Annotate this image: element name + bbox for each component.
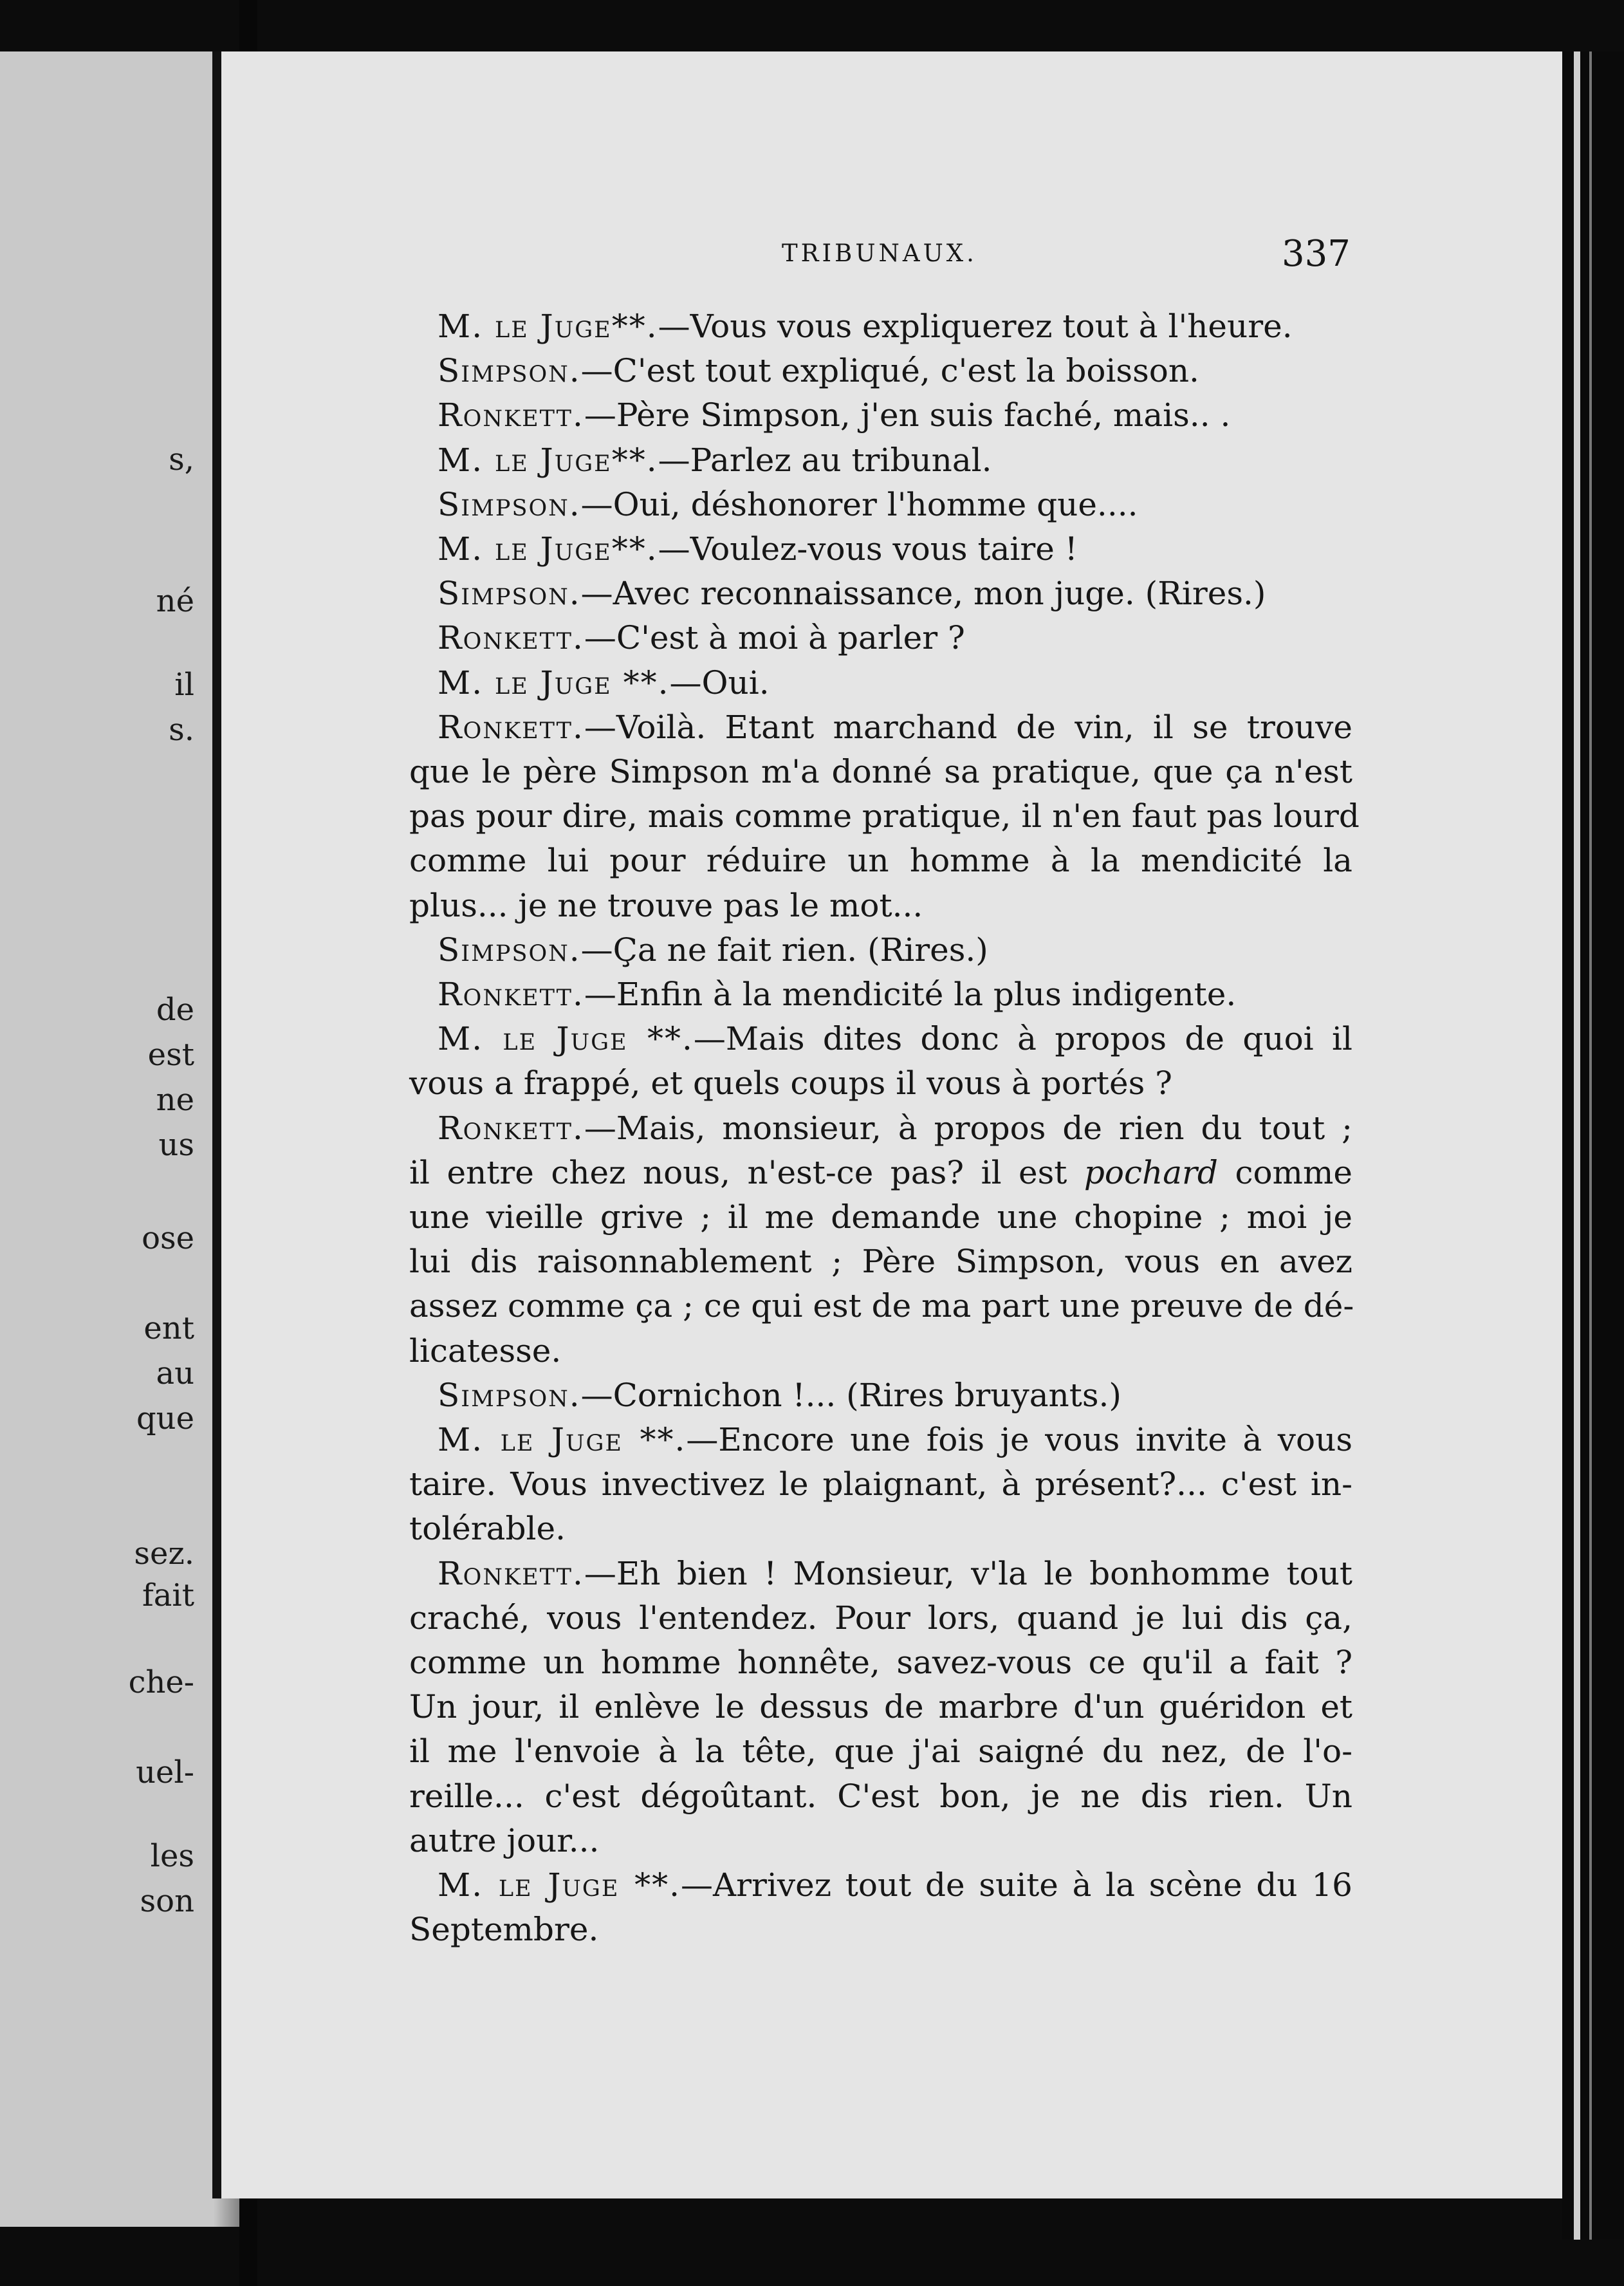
- left-page-fragment: ne: [156, 1082, 194, 1118]
- speech-text: licatesse.: [409, 1332, 562, 1370]
- text-line: [438, 1866, 1352, 1904]
- text-line: [438, 619, 1352, 656]
- text-line: [438, 488, 1352, 521]
- left-page-fragment: ose: [142, 1220, 194, 1256]
- text-line: [438, 575, 1352, 612]
- left-page-fragment: il: [174, 667, 194, 703]
- speech-text: —Encore une fois je vous invite à vous: [686, 1421, 1352, 1458]
- speaker-name: M. le Juge **.: [438, 1020, 694, 1057]
- left-page-fragment: les: [150, 1838, 194, 1874]
- speech-text: assez comme ça ; ce qui est de ma part une preuve de dé-: [409, 1287, 1354, 1324]
- text-line: [409, 1465, 1352, 1503]
- left-page-fragment: sez.: [134, 1536, 194, 1572]
- text-line: [438, 976, 1352, 1013]
- speech-text: —Voilà. Etant marchand de vin, il se trouve: [584, 709, 1352, 746]
- speech-text: une vieille grive ; il me demande une chopine ; moi je: [409, 1198, 1352, 1236]
- text-line: [438, 1110, 1352, 1147]
- speech-text: que le père Simpson m'a donné sa pratique, que ça n'est: [409, 753, 1352, 790]
- speaker-name: M. le Juge **.: [438, 1866, 681, 1904]
- text-line: [409, 1154, 1352, 1191]
- left-page-fragment: est: [147, 1037, 194, 1073]
- speech-text: —Voulez-vous vous taire !: [658, 530, 1078, 568]
- speech-text: —Vous vous expliquerez tout à l'heure.: [658, 308, 1293, 345]
- text-line: [409, 1245, 1352, 1278]
- speaker-name: Ronkett.: [438, 1555, 584, 1592]
- text-line: [409, 1913, 1352, 1946]
- speech-text: —Mais dites donc à propos de quoi il: [693, 1020, 1352, 1057]
- speech-text: —C'est tout expliqué, c'est la boisson.: [580, 352, 1199, 389]
- speech-text: —Enfin à la mendicité la plus indigente.: [584, 976, 1237, 1013]
- text-line: [438, 1557, 1352, 1590]
- speech-text: —Avec reconnaissance, mon juge. (Rires.): [580, 575, 1266, 612]
- left-page-fragment: s.: [169, 712, 194, 748]
- text-line: [438, 1421, 1352, 1458]
- text-line: [409, 1064, 1352, 1102]
- text-line: [409, 844, 1352, 877]
- text-line: [409, 1778, 1352, 1815]
- left-page-fragment: de: [156, 992, 194, 1028]
- page-number: 337: [1282, 233, 1351, 275]
- speech-text: il entre chez nous, n'est-ce pas? il est: [409, 1154, 1067, 1191]
- text-line: [409, 889, 1352, 922]
- left-page-fragment: né: [156, 583, 194, 619]
- speaker-name: Ronkett.: [438, 709, 584, 746]
- text-line: [438, 664, 1352, 702]
- text-line: [409, 1688, 1352, 1725]
- text-line: [438, 530, 1352, 568]
- speech-text: lui dis raisonnablement ; Père Simpson, vous en avez: [409, 1243, 1352, 1280]
- right-edge-strip: [1574, 51, 1580, 2240]
- speech-text: comme lui pour réduire un homme à la mendicité la: [409, 842, 1352, 879]
- left-page-fragment: s,: [169, 441, 194, 478]
- speech-text: autre jour...: [409, 1822, 600, 1859]
- speaker-name: M. le Juge**.: [438, 530, 658, 568]
- speaker-name: Ronkett.: [438, 396, 584, 434]
- speaker-name: Simpson.: [438, 931, 581, 969]
- speaker-name: Ronkett.: [438, 619, 584, 656]
- speech-text: —Père Simpson, j'en suis faché, mais.. .: [584, 396, 1231, 434]
- speech-text: plus... je ne trouve pas le mot...: [409, 887, 923, 924]
- text-line: [438, 931, 1352, 969]
- speaker-name: Simpson.: [438, 1377, 581, 1414]
- speech-text: craché, vous l'entendez. Pour lors, quand je lui dis ça,: [409, 1599, 1352, 1637]
- speech-text: reille... c'est dégoûtant. C'est bon, je ne dis rien. Un: [409, 1778, 1352, 1815]
- left-page-fragment: que: [136, 1400, 194, 1436]
- speech-text: —Cornichon !... (Rires bruyants.): [580, 1377, 1121, 1414]
- speaker-name: Ronkett.: [438, 976, 584, 1013]
- speech-text: tolérable.: [409, 1510, 566, 1547]
- speaker-name: Simpson.: [438, 575, 581, 612]
- speech-text: il me l'envoie à la tête, que j'ai saigné du nez, de l'o-: [409, 1733, 1352, 1770]
- speech-text: —Mais, monsieur, à propos de rien du tout ;: [584, 1110, 1352, 1147]
- text-line: [409, 797, 1360, 835]
- speech-text: —Eh bien ! Monsieur, v'la le bonhomme tout: [584, 1555, 1352, 1592]
- text-line: [438, 308, 1352, 345]
- speech-text: Un jour, il enlève le dessus de marbre d'un guéridon et: [409, 1688, 1352, 1725]
- speech-text: —Oui, déshonorer l'homme que....: [580, 486, 1138, 523]
- text-line: [409, 1512, 1352, 1545]
- text-line: [438, 352, 1352, 389]
- speaker-name: Simpson.: [438, 486, 581, 523]
- speech-text: —Parlez au tribunal.: [658, 441, 992, 479]
- speech-text: —C'est à moi à parler ?: [584, 619, 965, 656]
- running-head: TRIBUNAUX.: [782, 239, 977, 267]
- text-line: [409, 1822, 1352, 1859]
- text-line: [438, 1377, 1352, 1414]
- left-page-fragment: fait: [142, 1577, 194, 1613]
- text-line: [409, 1599, 1352, 1637]
- text-line: [409, 1644, 1352, 1681]
- left-page-fragment: au: [156, 1355, 194, 1391]
- speaker-name: M. le Juge **.: [438, 1421, 687, 1458]
- speech-text: —Arrivez tout de suite à la scène du 16: [681, 1866, 1352, 1904]
- text-line: [409, 1287, 1354, 1324]
- text-line: [438, 1020, 1352, 1057]
- left-page-fragment: us: [158, 1127, 194, 1163]
- text-line: [409, 1332, 1352, 1370]
- left-page-fragment: son: [140, 1883, 194, 1919]
- text-line: [409, 753, 1352, 790]
- speaker-name: M. le Juge **.: [438, 664, 670, 702]
- speech-text: pas pour dire, mais comme pratique, il n'en faut pas lourd: [409, 797, 1360, 835]
- right-edge-strip-2: [1589, 51, 1592, 2240]
- left-page-fragment: ent: [143, 1310, 194, 1346]
- text-line: [409, 1733, 1352, 1770]
- speech-text: vous a frappé, et quels coups il vous à portés ?: [409, 1064, 1172, 1102]
- speech-text: taire. Vous invectivez le plaignant, à présent?... c'est in-: [409, 1465, 1352, 1503]
- speech-text: —Oui.: [669, 664, 770, 702]
- speech-text: comme un homme honnête, savez-vous ce qu'il a fait ?: [409, 1644, 1352, 1681]
- text-line: [438, 709, 1352, 746]
- speech-text: Septembre.: [409, 1911, 599, 1948]
- left-page-fragment: uel-: [136, 1754, 194, 1790]
- speaker-name: M. le Juge**.: [438, 308, 658, 345]
- italic-word: pochard: [1084, 1154, 1218, 1191]
- speaker-name: M. le Juge**.: [438, 441, 658, 479]
- speech-text-after: comme: [1235, 1154, 1352, 1191]
- text-line: [438, 396, 1352, 434]
- right-page-edge: [1562, 51, 1624, 2240]
- speaker-name: Ronkett.: [438, 1110, 584, 1147]
- left-page-fragment: che-: [128, 1664, 194, 1700]
- speech-text: —Ça ne fait rien. (Rires.): [580, 931, 988, 969]
- speaker-name: Simpson.: [438, 352, 581, 389]
- text-line: [438, 441, 1352, 479]
- text-line: [409, 1198, 1352, 1236]
